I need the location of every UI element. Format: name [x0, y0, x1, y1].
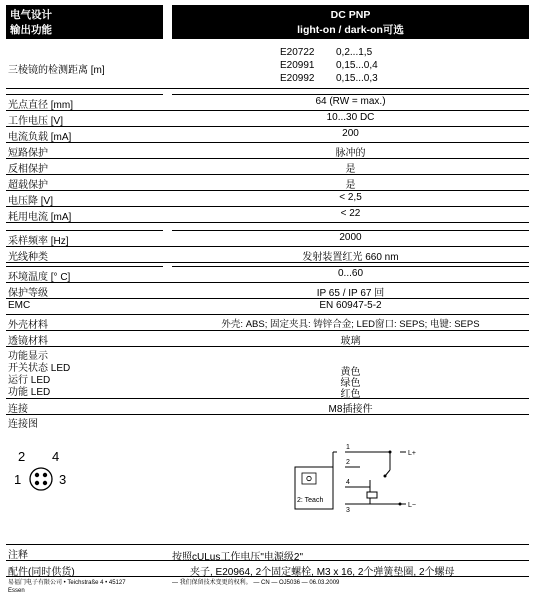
footer-address-line2: Essen: [8, 588, 25, 594]
spec-row: [6, 314, 529, 331]
spec-row: [6, 126, 529, 143]
spec-row: [6, 282, 529, 299]
spec-value: IP 65 / IP 67 回: [316, 288, 385, 299]
spec-value: 0...60: [337, 268, 364, 279]
connection-label: 连接: [8, 404, 28, 415]
spec-label: 透镜材料: [8, 336, 48, 347]
connector-outline: [30, 468, 52, 490]
lminus-label: L−: [408, 502, 416, 509]
notes-value: 按照cULus工作电压"电源级2": [172, 552, 304, 563]
wire-number: 4: [346, 479, 350, 486]
spec-row: [6, 246, 529, 263]
spec-label: 耗用电流 [mA]: [8, 212, 72, 223]
header-right-line2: light-on / dark-on可选: [297, 24, 404, 36]
connector-pinout: [10, 446, 80, 496]
spec-value: 发射装置红光 660 nm: [302, 252, 399, 263]
spec-label: 工作电压 [V]: [8, 116, 64, 127]
spec-row: [6, 158, 529, 175]
spec-value: < 22: [340, 208, 361, 219]
header-right: [172, 5, 529, 39]
spec-row: [6, 206, 529, 223]
display-label: 功能 LED: [8, 387, 51, 398]
display-value: 黄色: [340, 367, 361, 378]
range-label: 三棱镜的检测距离 [m]: [8, 65, 105, 76]
pin-label: 4: [52, 449, 60, 464]
range-value: 0,15...0,4: [336, 60, 378, 71]
spec-label: EMC: [8, 300, 31, 311]
spec-label: 光线种类: [8, 252, 48, 263]
spec-row: [6, 174, 529, 191]
display-value: 绿色: [340, 378, 361, 389]
accessories-value: 夹子, E20964, 2个固定螺栓, M3 x 16, 2个弹簧垫圈, 2个螺母: [190, 567, 455, 578]
pin-dot: [35, 481, 39, 485]
connection-row: [6, 398, 529, 415]
teach-label: 2: Teach: [297, 497, 324, 504]
range-value: 0,15...0,3: [336, 73, 378, 84]
display-value: 红色: [340, 389, 361, 400]
range-row: [280, 72, 378, 85]
diagram-label: 连接图: [8, 419, 38, 430]
accessories-row: [6, 560, 529, 577]
range-value: 0,2...1,5: [336, 47, 373, 58]
spec-row: [6, 142, 529, 159]
pin-dot: [43, 481, 47, 485]
terminal-dot: [389, 451, 392, 454]
spec-label: 电流负载 [mA]: [8, 132, 72, 143]
spec-value: 脉冲的: [335, 148, 366, 159]
spec-value: < 2,5: [339, 192, 362, 203]
spec-row: [6, 298, 529, 315]
notes-row: [6, 544, 529, 561]
wire-number: 1: [346, 444, 350, 451]
spec-value: EN 60947-5-2: [319, 300, 382, 311]
pin-label: 2: [18, 449, 26, 464]
spec-value: 200: [342, 128, 359, 139]
range-model: E20722: [280, 47, 315, 58]
range-row: [280, 46, 372, 59]
display-label: 运行 LED: [8, 375, 51, 386]
lplus-label: L+: [408, 450, 416, 457]
spec-label: 光点直径 [mm]: [8, 100, 73, 111]
spec-row: [6, 266, 529, 283]
notes-label: 注释: [8, 550, 28, 561]
header-left-line2: 输出功能: [10, 24, 52, 36]
spec-value: 是: [345, 180, 356, 191]
terminal-dot: [384, 475, 387, 478]
spec-label: 电压降 [V]: [8, 196, 54, 207]
display-label: 开关状态 LED: [8, 363, 71, 374]
range-model: E20991: [280, 60, 315, 71]
spec-value: 外壳: ABS; 固定夹具: 铸锌合金; LED窗口: SEPS; 电键: SEPS: [221, 319, 480, 330]
spec-row: [6, 230, 529, 247]
header-right-line1: DC PNP: [330, 9, 371, 21]
spec-row: [6, 110, 529, 127]
spec-value: 是: [345, 164, 356, 175]
footer-notice: — 我们保留技术变更的权利。 — CN — OJ5036 — 06.03.2009: [172, 580, 340, 586]
range-model: E20992: [280, 73, 315, 84]
spec-row: [6, 94, 529, 111]
wire-number: 2: [346, 459, 350, 466]
wire-number: 3: [346, 507, 350, 514]
spec-row: [6, 190, 529, 207]
spec-row: [6, 330, 529, 347]
pin-label: 3: [59, 472, 67, 487]
range-row: [280, 59, 378, 72]
range-block: [6, 44, 529, 89]
footer-address: [8, 579, 126, 595]
accessories-label: 配件(同时供货): [8, 567, 75, 578]
spec-label: 反相保护: [8, 164, 48, 175]
connection-value: M8插接件: [328, 404, 373, 415]
spec-label: 超载保护: [8, 180, 48, 191]
display-block: [6, 346, 529, 399]
terminal-dot: [399, 503, 402, 506]
pin-label: 1: [14, 472, 22, 487]
pin-dot: [43, 473, 47, 477]
footer-address-line1: 易福门电子有限公司 • Teichstraße 4 • 45127: [8, 580, 126, 586]
wiring-diagram: [290, 442, 430, 518]
spec-label: 短路保护: [8, 148, 48, 159]
diagram-block: [6, 414, 529, 545]
spec-label: 采样频率 [Hz]: [8, 236, 69, 247]
spec-label: 保护等级: [8, 288, 48, 299]
spec-value: 2000: [339, 232, 362, 243]
display-title: 功能显示: [8, 351, 48, 362]
spec-value: 10...30 DC: [326, 112, 375, 123]
spec-label: 环境温度 [° C]: [8, 272, 71, 283]
header-left: [6, 5, 163, 39]
header-left-line1: 电气设计: [10, 9, 52, 21]
spec-value: 64 (RW = max.): [315, 96, 386, 107]
spec-label: 外壳材料: [8, 320, 48, 331]
pin-dot: [35, 473, 39, 477]
spec-value: 玻璃: [340, 336, 361, 347]
